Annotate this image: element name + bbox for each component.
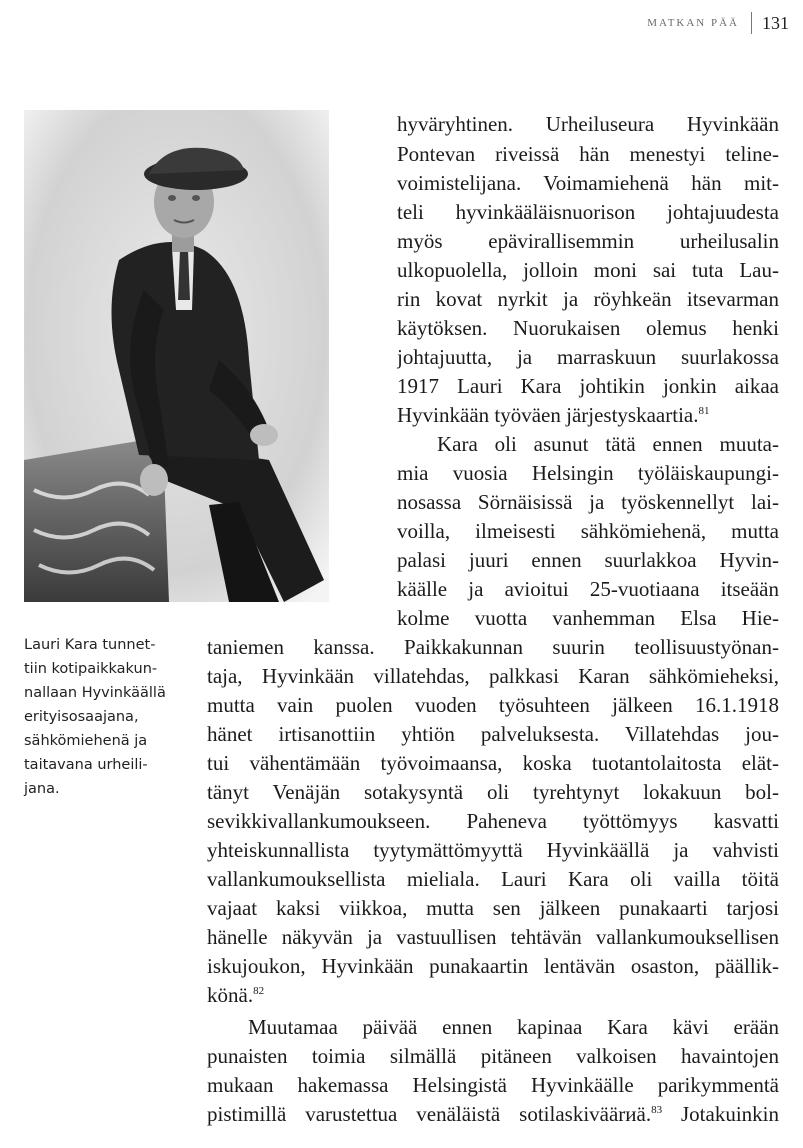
body-line: vajaat kaksi viikkoa, mutta sen jälkeen punakaarti tarjosi [207, 896, 779, 920]
body-line [397, 402, 779, 429]
body-line: taja, Hyvinkään villatehdas, palkkasi Karan sähkömieheksi, [207, 664, 779, 688]
body-line: 1917 Lauri Kara johtikin jonkin aikaa [397, 374, 779, 398]
caption-line: jana. [24, 781, 60, 797]
body-line: mia vuosia Helsingin työläiskaupungi- [397, 461, 779, 485]
portrait-photo-image [24, 110, 329, 602]
page-number: 131 [762, 12, 789, 33]
caption-line: taitavana urheili- [24, 757, 148, 773]
body-line: Pontevan riveissä hän menestyi teline- [397, 142, 779, 166]
running-title: MATKAN PÄÄ [647, 17, 739, 29]
body-line: voimistelijana. Voimamiehenä hän mit- [397, 171, 779, 195]
caption-line: tiin kotipaikkakun- [24, 661, 158, 677]
body-line: voilla, ilmeisesti sähkömiehenä, mutta [397, 519, 779, 543]
header-divider [751, 12, 752, 34]
body-line: iskujoukon, Hyvinkään punakaartin lentävän osaston, päällik- [207, 954, 779, 978]
body-line: punaisten toimia silmällä pitäneen valkoisen havaintojen [207, 1044, 779, 1068]
body-line-indent: Muutamaa päivää ennen kapinaa Kara kävi erään [248, 1015, 779, 1039]
body-line: vallankumouksellista mieliala. Lauri Kara oli vailla töitä [207, 867, 779, 891]
footnote-ref: 83 [651, 1104, 663, 1116]
body-line-text: pistimillä varustettua venäläistä sotilaskiväärиä. [207, 1102, 652, 1126]
caption-line: Lauri Kara tunnet- [24, 637, 156, 653]
body-line: mutta vain puolen vuoden työsuhteen jälkeen 16.1.1918 [207, 693, 779, 717]
body-line: teli hyvinkääläisnuorison johtajuudesta [397, 200, 779, 224]
body-line: myös epävirallisemmin urheilusalin [397, 229, 779, 253]
body-line: yhteiskunnallista tyytymättömyyttä Hyvinkäällä ja vahvisti [207, 838, 779, 862]
body-line [207, 982, 779, 1009]
body-line: sevikkivallankumoukseen. Paheneva työttömyys kasvatti [207, 809, 779, 833]
body-line: rin kovat nyrkit ja röyhkeän itsevarman [397, 287, 779, 311]
footnote-ref: 81 [698, 405, 710, 417]
body-line: nosassa Sörnäisissä ja työskennellyt lai- [397, 490, 779, 514]
body-line: hyväryhtinen. Urheiluseura Hyvinkään [397, 112, 779, 136]
body-line: palasi juuri ennen suurlakkoa Hyvin- [397, 548, 779, 572]
portrait-photo [24, 110, 329, 602]
caption-line: nallaan Hyvinkäällä [24, 685, 166, 701]
body-line: taniemen kanssa. Paikkakunnan suurin teollisuustyönan- [207, 635, 779, 659]
body-line: hänet irtisanottiin yhtiön palveluksesta. Villatehdas jou- [207, 722, 779, 746]
page-header [647, 12, 789, 34]
body-line: tui vähentämään työvoimaansa, koska tuotantolaitosta elät- [207, 751, 779, 775]
caption-line: sähkömiehenä ja [24, 733, 148, 749]
body-line-text: könä. [207, 983, 254, 1007]
body-line: käälle ja avioitui 25-vuotiaana itseään [397, 577, 779, 601]
photo-caption [24, 633, 202, 801]
body-line [207, 1101, 779, 1128]
body-line: tänyt Venäjän sotakysyntä oli tyrehtynyt lokakuun bol- [207, 780, 779, 804]
body-line-text: Hyvinkään työväen järjestyskaartia. [397, 403, 699, 427]
body-line-text: Jotakuinkin [681, 1102, 779, 1126]
body-line: hänelle näkyvän ja vastuullisen tehtävän vallankumouksellisen [207, 925, 779, 949]
body-line: kolme vuotta vanhemman Elsa Hie- [397, 606, 779, 630]
body-line: ulkopuolella, jolloin moni sai tuta Lau- [397, 258, 779, 282]
caption-line: erityisosaajana, [24, 709, 139, 725]
body-line: käytöksen. Nuorukaisen olemus henki [397, 316, 779, 340]
body-line: johtajuutta, ja marraskuun suurlakossa [397, 345, 779, 369]
body-line: mukaan hakemassa Helsingistä Hyvinkäälle parikymmentä [207, 1073, 779, 1097]
footnote-ref: 82 [253, 985, 265, 997]
body-line-indent: Kara oli asunut tätä ennen muuta- [437, 432, 779, 456]
